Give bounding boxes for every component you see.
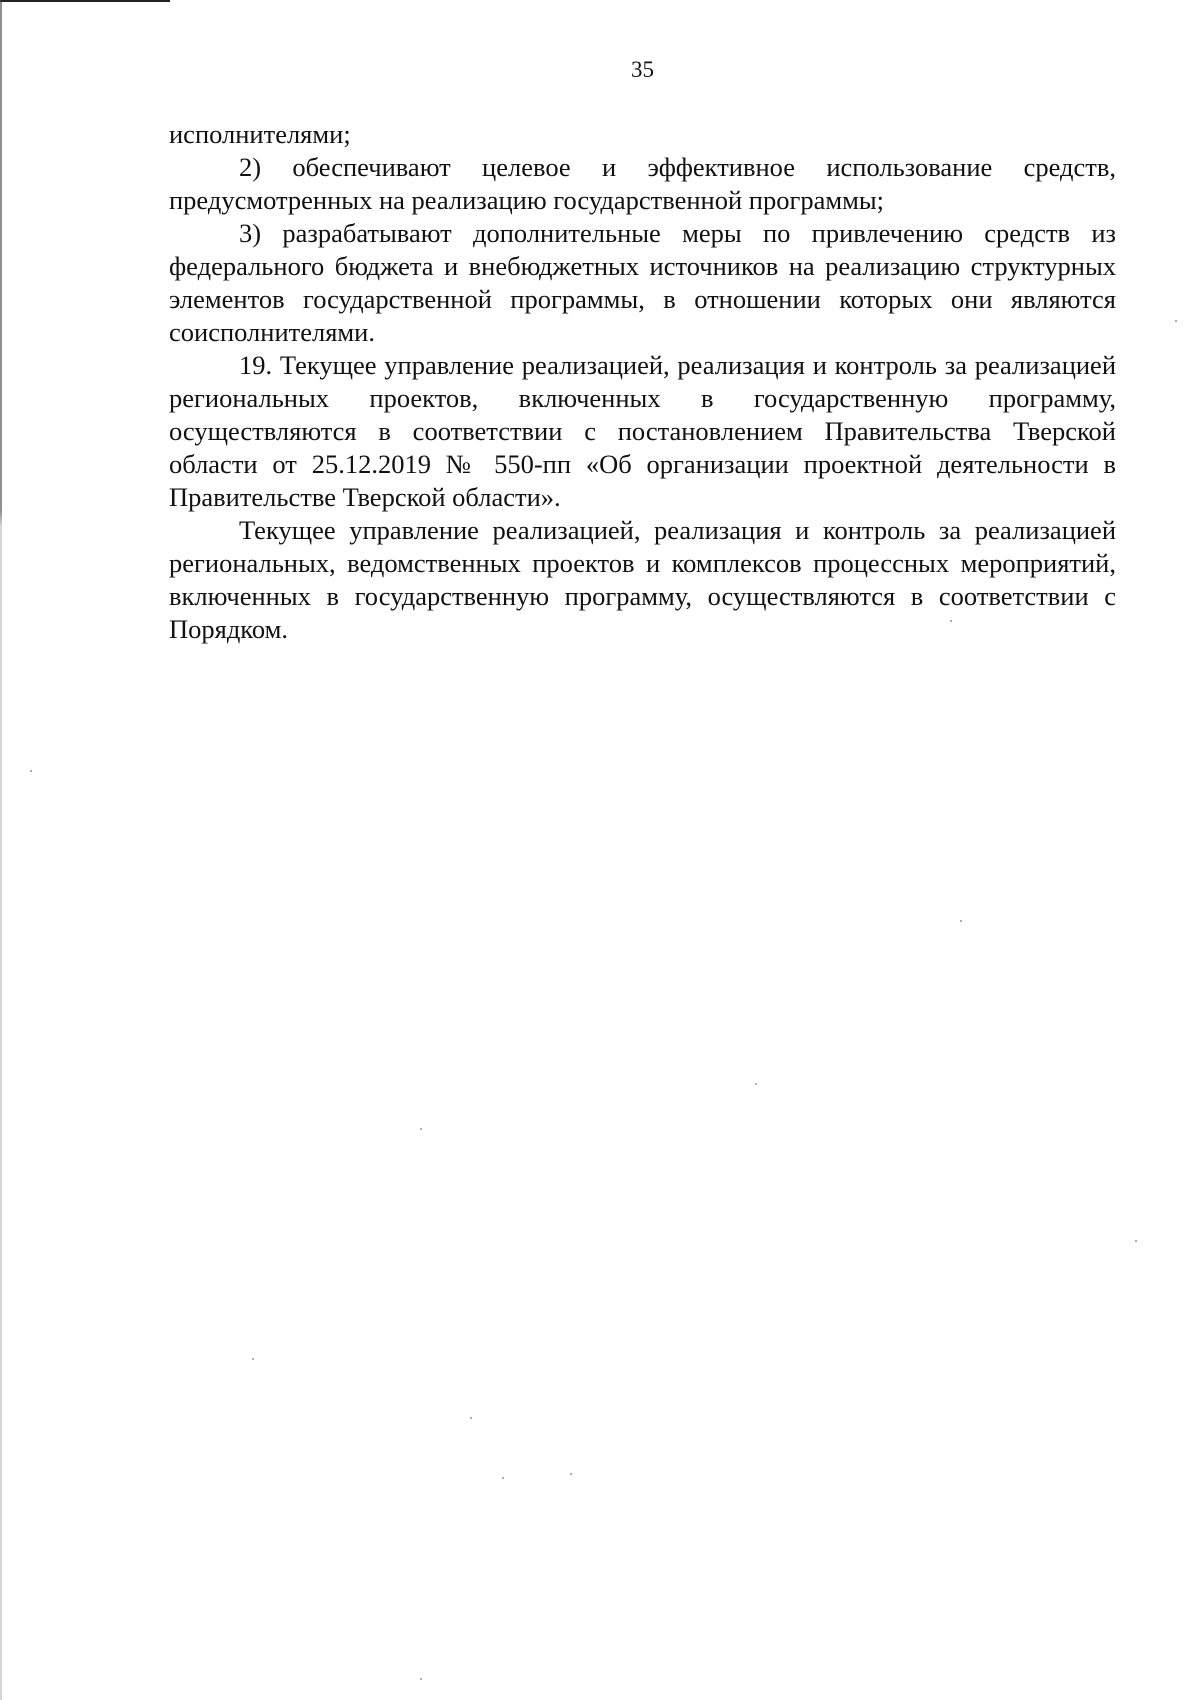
document-body [169, 118, 1116, 646]
scan-speck [30, 770, 32, 772]
scan-speck [252, 1358, 254, 1360]
scan-speck [960, 920, 962, 922]
scan-speck [1175, 320, 1177, 322]
scan-speck [420, 1678, 422, 1680]
paragraph: Текущее управление реализацией, реализация и контроль за реализацией региональных, ведомственных проектов и комплексов процессных мероприятий, включенных в государственную программу, осуществляются в соответствии с Порядком. [169, 515, 1116, 644]
scan-speck [420, 1128, 422, 1130]
scan-left-edge [0, 0, 2, 1700]
scan-speck [570, 1473, 572, 1475]
paragraph: 2) обеспечивают целевое и эффективное использование средств, предусмотренных на реализацию государственной программы; [169, 152, 1116, 215]
paragraph: 3) разрабатывают дополнительные меры по привлечению средств из федерального бюджета и внебюджетных источников на реализацию структурных элементов государственной программы, в отношении которых они являются соисполнителями. [169, 218, 1116, 347]
scan-speck [470, 1417, 472, 1419]
page-number: 35 [631, 57, 654, 82]
scan-speck [950, 620, 952, 622]
scan-speck [1135, 1240, 1137, 1242]
paragraph: исполнителями; [169, 119, 351, 149]
paragraph: 19. Текущее управление реализацией, реализация и контроль за реализацией региональных проектов, включенных в государственную программу, осуществляются в соответствии с постановлением Правительства Тверской области от 25.12.2019 № 550-пп «Об организации проектной деятельности в Правительстве Тверской области». [169, 350, 1116, 512]
scan-edge-mark [0, 0, 170, 2]
scan-speck [502, 1477, 504, 1479]
scan-speck [755, 1083, 757, 1085]
